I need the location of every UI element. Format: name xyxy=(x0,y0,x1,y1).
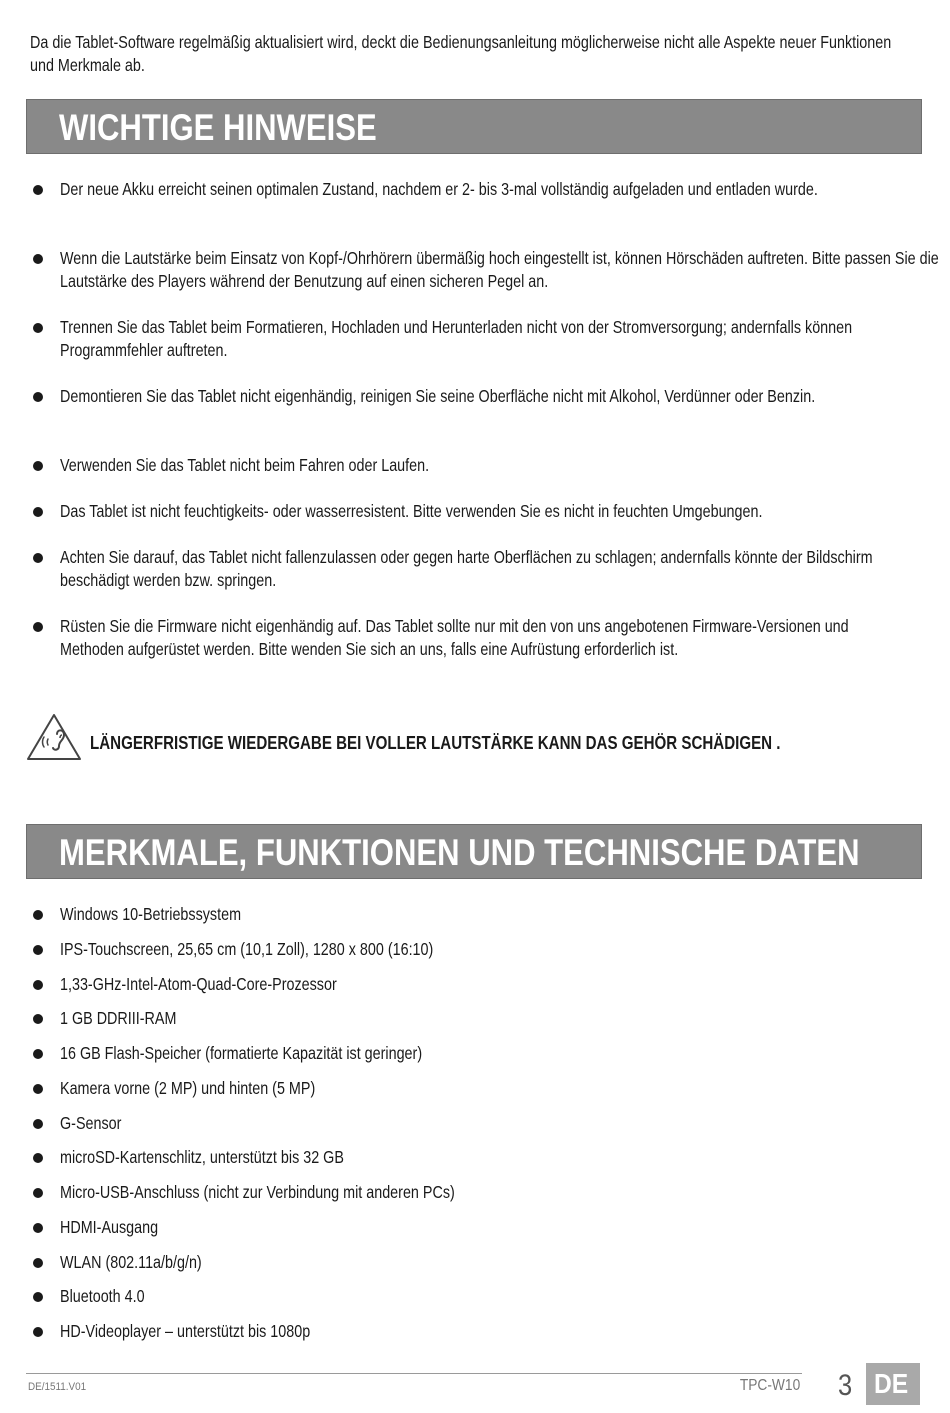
bullet-icon xyxy=(33,1049,43,1059)
bullet-icon xyxy=(33,323,43,333)
feature-text: 1 GB DDRIII-RAM xyxy=(60,1008,177,1028)
bullet-icon xyxy=(33,1084,43,1094)
model-name: TPC-W10 xyxy=(739,1377,800,1394)
feature-text: Bluetooth 4.0 xyxy=(60,1286,145,1306)
note-text: Wenn die Lautstärke beim Einsatz von Kopf-/Ohrhörern übermäßig hoch eingestellt ist, können Hörschäden auftreten. Bitte passen Sie die Lautstärke des Players während der Benutzung auf einen sicheren Pegel an. xyxy=(60,248,939,291)
intro-text: Da die Tablet-Software regelmäßig aktualisiert wird, deckt die Bedienungsanleitung möglicherweise nicht alle Aspekte neuer Funktionen und Merkmale ab. xyxy=(30,32,892,75)
hearing-warning xyxy=(26,712,926,762)
feature-text: microSD-Kartenschlitz, unterstützt bis 32 GB xyxy=(60,1147,344,1167)
section-title-features: MERKMALE, FUNKTIONEN UND TECHNISCHE DATEN xyxy=(59,832,860,873)
feature-text: IPS-Touchscreen, 25,65 cm (10,1 Zoll), 1280 x 800 (16:10) xyxy=(60,939,434,959)
bullet-icon xyxy=(33,980,43,990)
bullet-icon xyxy=(33,507,43,517)
hearing-warning-icon xyxy=(26,712,82,762)
feature-text: 1,33-GHz-Intel-Atom-Quad-Core-Prozessor xyxy=(60,974,337,994)
bullet-icon xyxy=(33,945,43,955)
bullet-icon xyxy=(33,1119,43,1129)
feature-text: HD-Videoplayer – unterstützt bis 1080p xyxy=(60,1321,311,1341)
note-text: Das Tablet ist nicht feuchtigkeits- oder wasserresistent. Bitte verwenden Sie es nicht in feuchten Umgebungen. xyxy=(60,501,763,521)
note-text: Demontieren Sie das Tablet nicht eigenhändig, reinigen Sie seine Oberfläche nicht mit Alkohol, Verdünner oder Benzin. xyxy=(60,386,816,406)
page-number: 3 xyxy=(838,1369,853,1402)
bullet-icon xyxy=(33,553,43,563)
language-badge xyxy=(866,1363,920,1405)
warning-text: LÄNGERFRISTIGE WIEDERGABE BEI VOLLER LAUTSTÄRKE KANN DAS GEHÖR SCHÄDIGEN . xyxy=(90,733,781,753)
bullet-icon xyxy=(33,1258,43,1268)
feature-text: Micro-USB-Anschluss (nicht zur Verbindung mit anderen PCs) xyxy=(60,1182,455,1202)
bullet-icon xyxy=(33,1292,43,1302)
note-text: Achten Sie darauf, das Tablet nicht fallenzulassen oder gegen harte Oberflächen zu schlagen; andernfalls könnte der Bildschirm beschädigt werden bzw. springen. xyxy=(60,547,873,590)
bullet-icon xyxy=(33,1153,43,1163)
bullet-icon xyxy=(33,910,43,920)
note-text: Trennen Sie das Tablet beim Formatieren, Hochladen und Herunterladen nicht von der Stromversorgung; andernfalls können Programmfehler auftreten. xyxy=(60,317,853,360)
feature-text: HDMI-Ausgang xyxy=(60,1217,159,1237)
note-text: Der neue Akku erreicht seinen optimalen Zustand, nachdem er 2- bis 3-mal vollständig aufgeladen und entladen wurde. xyxy=(60,179,818,199)
bullet-icon xyxy=(33,1223,43,1233)
section-header-features xyxy=(26,824,922,879)
feature-text: G-Sensor xyxy=(60,1113,122,1133)
bullet-icon xyxy=(33,622,43,632)
feature-text: 16 GB Flash-Speicher (formatierte Kapazität ist geringer) xyxy=(60,1043,423,1063)
section-title-notes: WICHTIGE HINWEISE xyxy=(59,107,377,148)
document-code: DE/1511.V01 xyxy=(28,1381,87,1393)
bullet-icon xyxy=(33,1014,43,1024)
section-header-notes xyxy=(26,99,922,154)
feature-text: WLAN (802.11a/b/g/n) xyxy=(60,1252,202,1272)
bullet-icon xyxy=(33,461,43,471)
bullet-icon xyxy=(33,254,43,264)
footer-divider xyxy=(26,1373,802,1374)
feature-text: Windows 10-Betriebssystem xyxy=(60,904,242,924)
bullet-icon xyxy=(33,1188,43,1198)
note-text: Verwenden Sie das Tablet nicht beim Fahren oder Laufen. xyxy=(60,455,430,475)
bullet-icon xyxy=(33,185,43,195)
language-label: DE xyxy=(874,1368,909,1399)
bullet-icon xyxy=(33,1327,43,1337)
note-text: Rüsten Sie die Firmware nicht eigenhändig auf. Das Tablet sollte nur mit den von uns angebotenen Firmware-Versionen und Methoden aufgerüstet werden. Bitte wenden Sie sich an uns, falls eine Aufrüstung erforderlich ist. xyxy=(60,616,849,659)
feature-text: Kamera vorne (2 MP) und hinten (5 MP) xyxy=(60,1078,316,1098)
bullet-icon xyxy=(33,392,43,402)
